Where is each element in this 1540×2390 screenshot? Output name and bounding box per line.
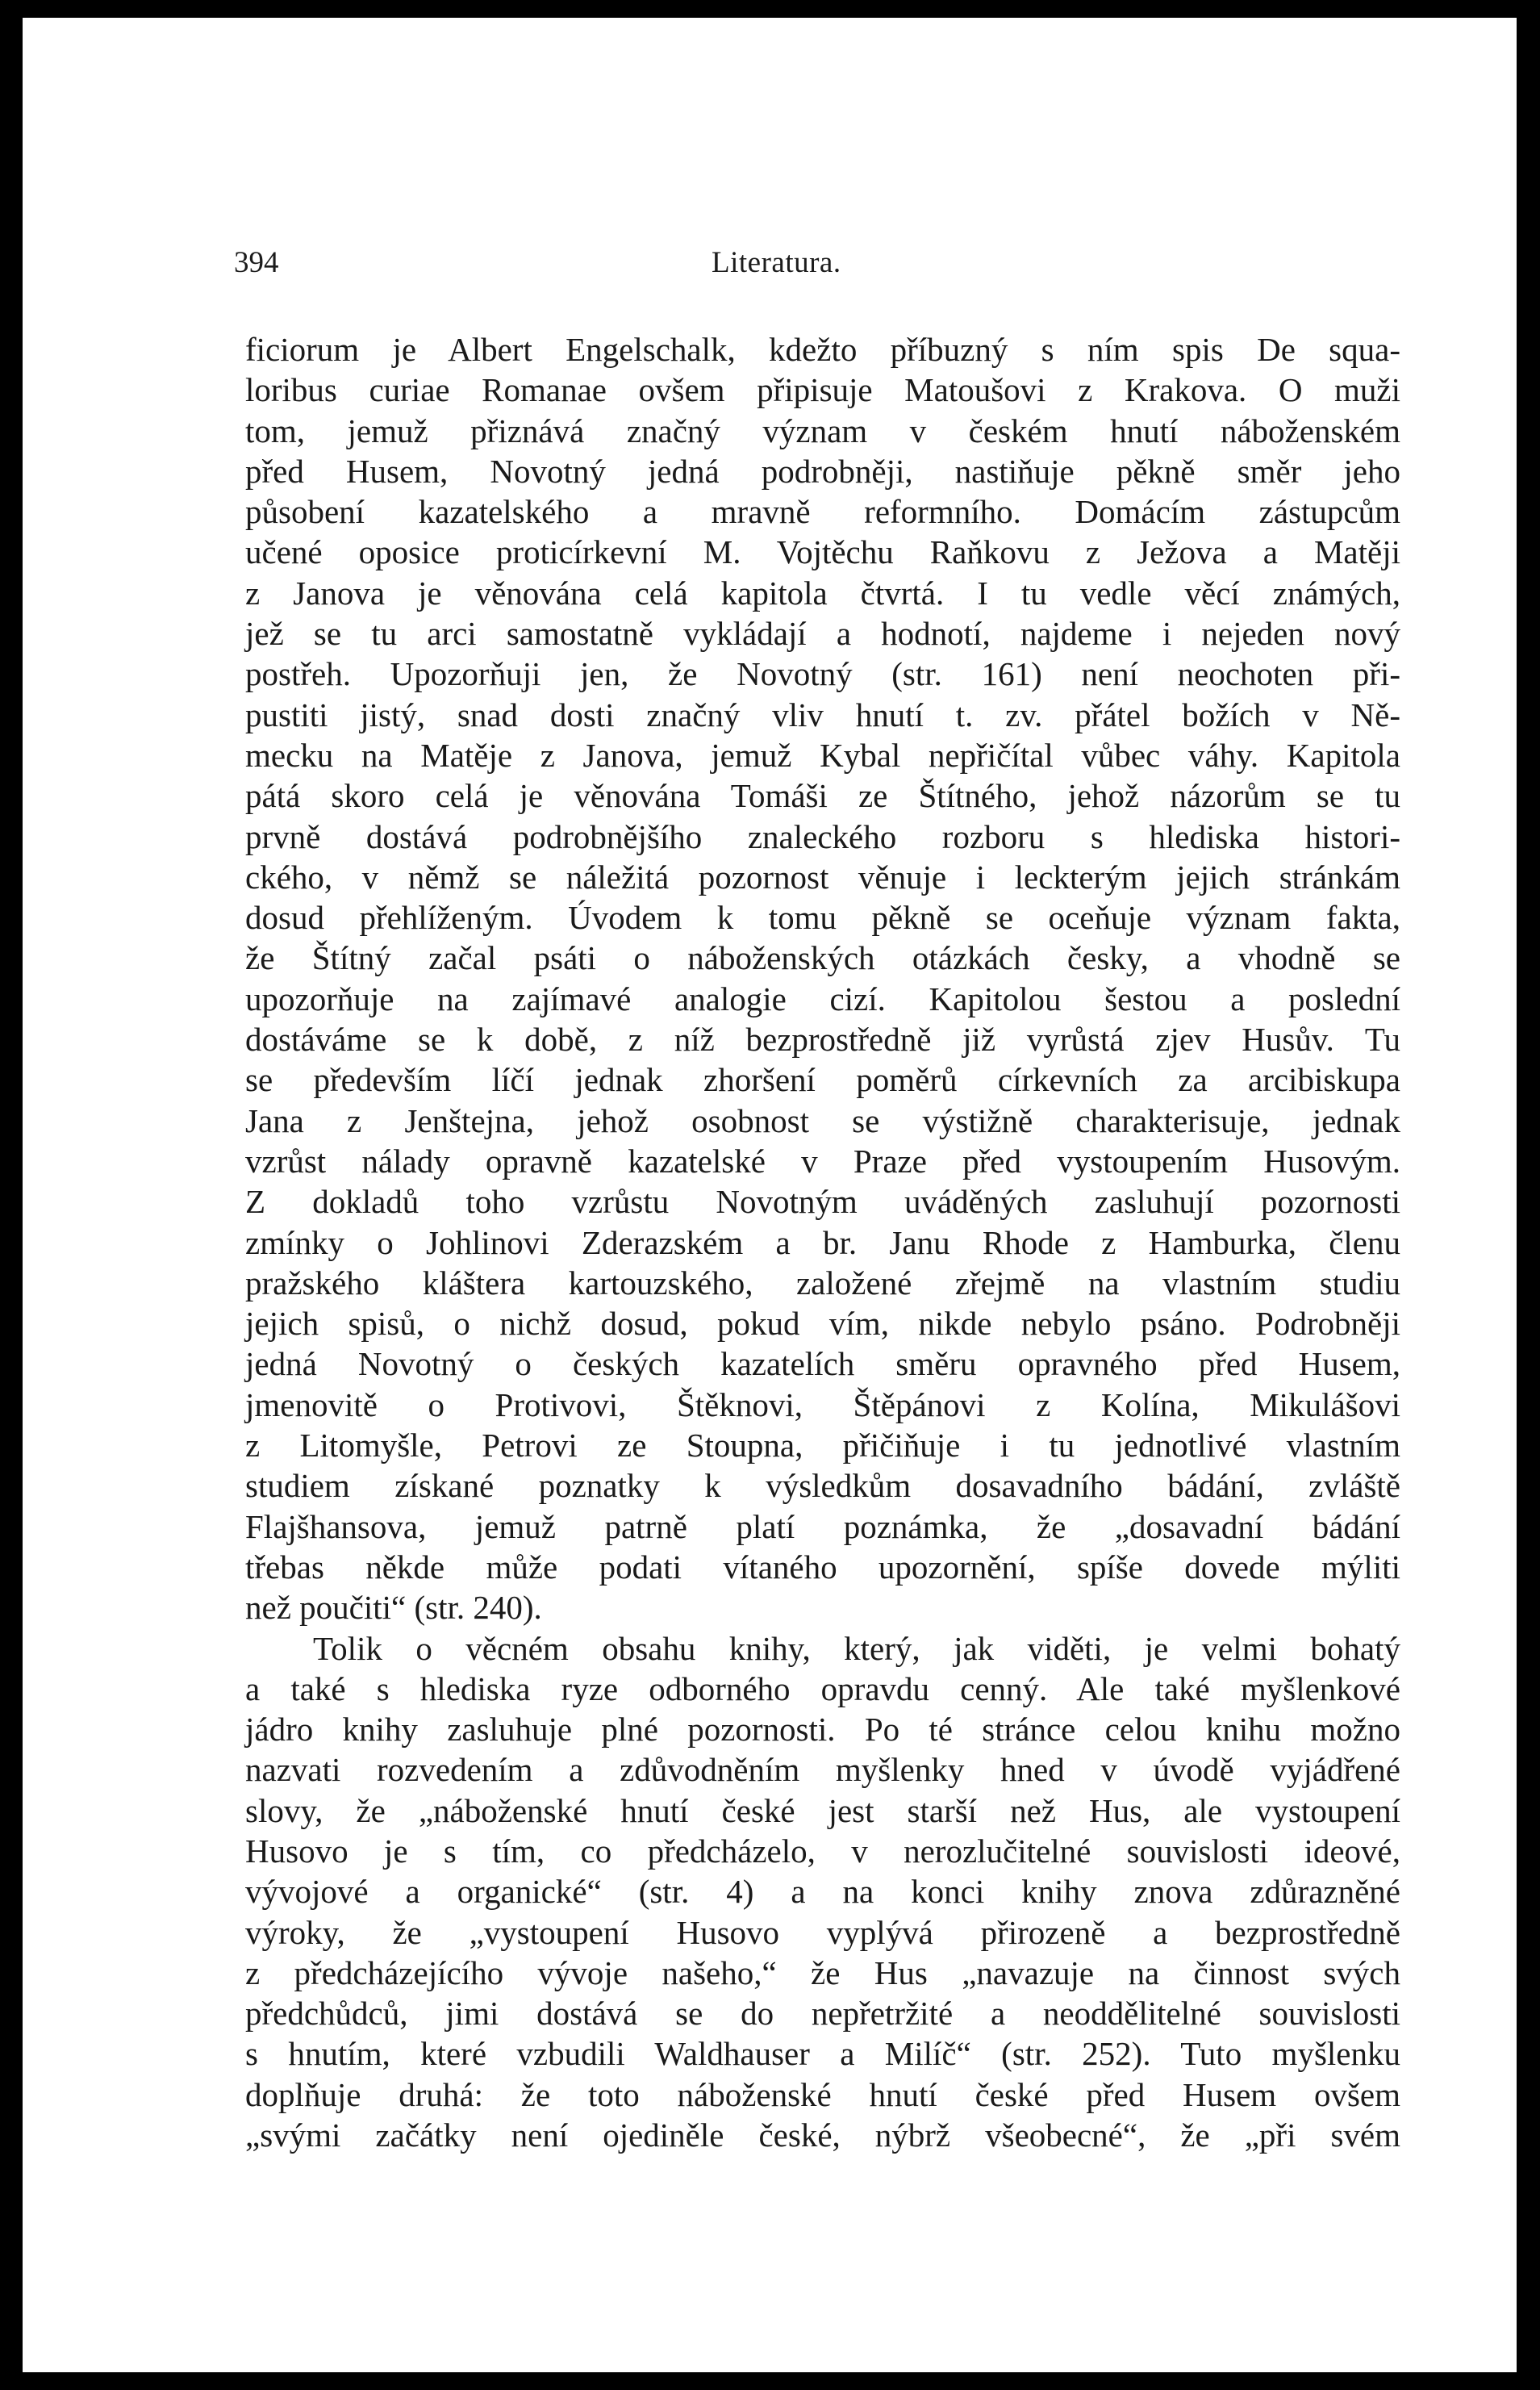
text-line: vývojové a organické“ (str. 4) a na konci knihy znova zdůrazněné: [245, 1873, 1400, 1911]
text-line: učené oposice proticírkevní M. Vojtěchu Raňkovu z Ježova a Matěji: [245, 533, 1400, 571]
text-line: a také s hlediska ryze odborného opravdu cenný. Ale také myšlenkové: [245, 1669, 1400, 1707]
page-number: 394: [234, 246, 279, 279]
paragraph-start-line: Tolik o věcném obsahu knihy, který, jak viděti, je velmi bohatý: [313, 1629, 1400, 1667]
text-line: Z dokladů toho vzrůstu Novotným uváděných zasluhují pozornosti: [245, 1183, 1400, 1221]
running-title: Literatura.: [712, 246, 841, 279]
text-line: postřeh. Upozorňuji jen, že Novotný (str. 161) není neochoten při-: [245, 655, 1400, 693]
text-line: se především líčí jednak zhoršení poměrů církevních za arcibiskupa: [245, 1061, 1400, 1099]
text-line: dostáváme se k době, z níž bezprostředně již vyrůstá zjev Husův. Tu: [245, 1021, 1400, 1059]
body-text: [245, 329, 1400, 2155]
text-line: předchůdců, jimi dostává se do nepřetržité a neoddělitelné souvislosti: [245, 1995, 1400, 2033]
text-line: ckého, v němž se náležitá pozornost věnuje i leckterým jejich stránkám: [245, 858, 1400, 896]
text-line: slovy, že „náboženské hnutí české jest starší než Hus, ale vystoupení: [245, 1791, 1400, 1829]
text-line: vzrůst nálady opravně kazatelské v Praze před vystoupením Husovým.: [245, 1142, 1400, 1180]
text-line: ficiorum je Albert Engelschalk, kdežto příbuzný s ním spis De squa-: [245, 331, 1400, 368]
text-line: jejich spisů, o nichž dosud, pokud vím, nikde nebylo psáno. Podrobněji: [245, 1305, 1400, 1343]
text-line: před Husem, Novotný jedná podrobněji, nastiňuje pěkně směr jeho: [245, 452, 1400, 490]
text-line: z Litomyšle, Petrovi ze Stoupna, přičiňuje i tu jednotlivé vlastním: [245, 1427, 1400, 1465]
text-line: loribus curiae Romanae ovšem připisuje Matoušovi z Krakova. O muži: [245, 371, 1400, 409]
book-page: [23, 18, 1517, 2372]
text-line: jedná Novotný o českých kazatelích směru opravného před Husem,: [245, 1345, 1400, 1383]
text-line: s hnutím, které vzbudili Waldhauser a Milíč“ (str. 252). Tuto myšlenku: [245, 2035, 1400, 2073]
text-line: zmínky o Johlinovi Zderazském a br. Janu Rhode z Hamburka, členu: [245, 1223, 1400, 1261]
text-line: jádro knihy zasluhuje plné pozornosti. Po té stránce celou knihu možno: [245, 1711, 1400, 1749]
text-line: z Janova je věnována celá kapitola čtvrtá. I tu vedle věcí známých,: [245, 574, 1400, 612]
text-line: že Štítný začal psáti o náboženských otázkách česky, a vhodně se: [245, 939, 1400, 977]
text-line: pražského kláštera kartouzského, založené zřejmě na vlastním studiu: [245, 1264, 1400, 1302]
paragraph-end-line: než poučiti“ (str. 240).: [245, 1589, 542, 1627]
text-line: pátá skoro celá je věnována Tomáši ze Štítného, jehož názorům se tu: [245, 777, 1400, 815]
text-line: z předcházejícího vývoje našeho,“ že Hus „navazuje na činnost svých: [245, 1953, 1400, 1991]
text-line: Husovo je s tím, co předcházelo, v nerozlučitelné souvislosti ideové,: [245, 1832, 1400, 1870]
text-line: tom, jemuž přiznává značný význam v českém hnutí náboženském: [245, 412, 1400, 449]
text-line: studiem získané poznatky k výsledkům dosavadního bádání, zvláště: [245, 1467, 1400, 1505]
text-line: dosud přehlíženým. Úvodem k tomu pěkně se oceňuje význam fakta,: [245, 899, 1400, 937]
text-line: prvně dostává podrobnějšího znaleckého rozboru s hlediska histori-: [245, 817, 1400, 855]
text-line: doplňuje druhá: že toto náboženské hnutí české před Husem ovšem: [245, 2075, 1400, 2113]
text-line: třebas někde může podati vítaného upozornění, spíše dovede mýliti: [245, 1548, 1400, 1586]
text-line: jmenovitě o Protivovi, Štěknovi, Štěpánovi z Kolína, Mikulášovi: [245, 1385, 1400, 1423]
text-line: „svými začátky není ojediněle české, nýbrž všeobecné“, že „při svém: [245, 2116, 1400, 2154]
text-line: nazvati rozvedením a zdůvodněním myšlenky hned v úvodě vyjádřené: [245, 1751, 1400, 1789]
text-line: působení kazatelského a mravně reformního. Domácím zástupcům: [245, 493, 1400, 531]
text-line: Flajšhansova, jemuž patrně platí poznámka, že „dosavadní bádání: [245, 1507, 1400, 1545]
page-header: [234, 245, 1412, 294]
text-line: upozorňuje na zajímavé analogie cizí. Kapitolou šestou a poslední: [245, 980, 1400, 1017]
text-line: výroky, že „vystoupení Husovo vyplývá přirozeně a bezprostředně: [245, 1913, 1400, 1951]
text-line: jež se tu arci samostatně vykládají a hodnotí, najdeme i nejeden nový: [245, 615, 1400, 653]
text-line: Jana z Jenštejna, jehož osobnost se výstižně charakterisuje, jednak: [245, 1101, 1400, 1139]
text-line: mecku na Matěje z Janova, jemuž Kybal nepřičítal vůbec váhy. Kapitola: [245, 736, 1400, 774]
text-line: pustiti jistý, snad dosti značný vliv hnutí t. zv. přátel božích v Ně-: [245, 696, 1400, 733]
